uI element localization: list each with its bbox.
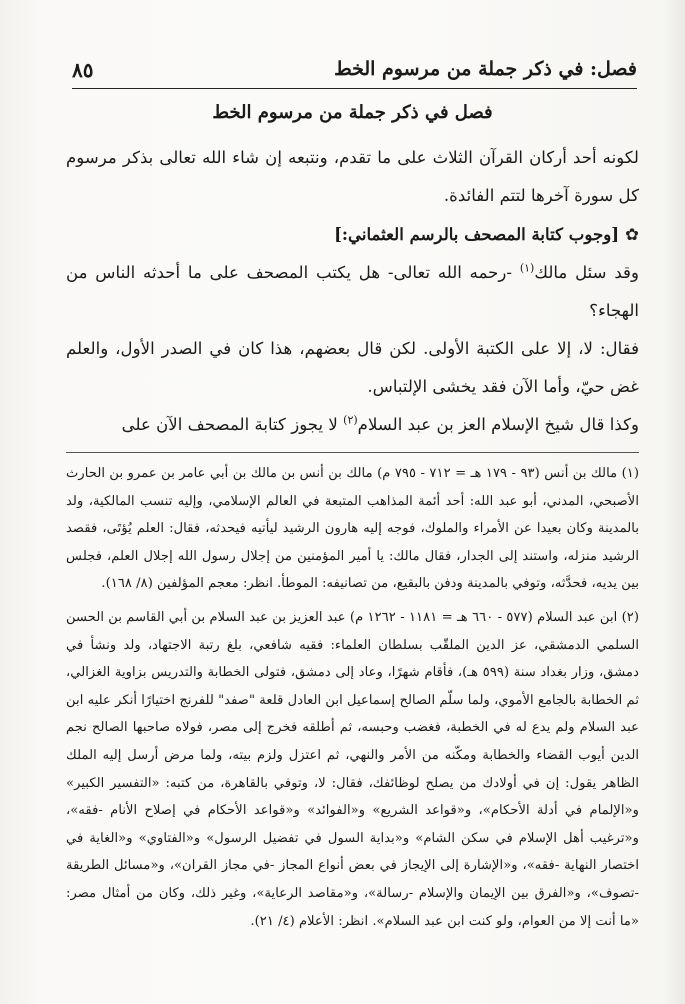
main-text	[66, 102, 639, 444]
footnote-separator	[66, 452, 639, 453]
footnotes	[66, 460, 639, 941]
flower-ornament-icon: ✿	[625, 225, 639, 244]
footnote-1: (١) مالك بن أنس (٩٣ - ١٧٩ هـ = ٧١٢ - ٧٩٥ م) مالك بن أنس بن مالك بن أبي عامر بن عمرو بن الحارث الأصبحي، المدني، أبو عبد الله: أحد أئمة المذاهب المتبعة في العالم الإسلامي، وإليه تنسب المالكية، ولد بالمدينة وكان بعيدا عن الأمراء والملوك، فوجه إليه هارون الرشيد ليأتيه فيحدثه، فقال: العلم يُؤتَى، فقصد الرشيد منزله، واستند إلى الجدار، فقال مالك: يا أمير المؤمنين من إجلال رسول الله إجلال العلم، فجلس بين يديه، فحدَّثه، وتوفي بالمدينة ودفن بالبقيع، من تصانيفه: الموطأ. انظر: معجم المؤلفين (٨/ ١٦٨).	[66, 466, 639, 592]
page-number: ٨٥	[72, 58, 94, 82]
page-gutter-shadow	[663, 0, 685, 1004]
paragraph-malik-question	[66, 254, 639, 330]
footnote-2: (٢) ابن عبد السلام (٥٧٧ - ٦٦٠ هـ = ١١٨١ - ١٢٦٢ م) عبد العزيز بن عبد السلام بن أبي القاسم بن الحسن السلمي الدمشقي، عز الدين الملقّب بسلطان العلماء: فقيه شافعي، بلغ رتبة الاجتهاد، ولد ونشأ في دمشق، وزار بغداد سنة (٥٩٩ هـ)، فأقام شهرًا، وعاد إلى دمشق، فتولى الخطابة والتدريس بزاوية الغزالي، ثم الخطابة بالجامع الأموي، ولما سلّم الصالح إسماعيل ابن العادل قلعة "صفد" للفرنج اختيارًا أنكر عليه ابن عبد السلام ولم يدع له في الخطبة، فغضب وحبسه، ثم أطلقه فخرج إلى مصر، فولاه صاحبها الصالح نجم الدين أيوب القضاء والخطابة ومكّنه من الأمر والنهي، ثم اعتزل ولزم بيته، ولما مرض أرسل إليه الملك الظاهر يقول: إن في أولادك من يصلح لوظائفك، فقال: لا، وتوفي بالقاهرة، من كتبه: «التفسير الكبير» و«الإلمام في أدلة الأحكام»، و«قواعد الشريع» و«الفوائد» و«قواعد الأحكام في إصلاح الأنام -فقه»، و«ترغيب أهل الإسلام في سكن الشام» و«بداية السول في تفضيل الرسول» و«الفتاوي» و«الغاية في اختصار النهاية -فقه»، و«الإشارة إلى الإيجاز في بعض أنواع المجاز -في مجاز القران»، و«مسائل الطريقة -تصوف»، و«الفرق بين الإيمان والإسلام -رسالة»، و«مقاصد الرعاية»، وغير ذلك، وكان من أمثال مصر: «ما أنت إلا من العوام، ولو كنت ابن عبد السلام». انظر: الأعلام (٤/ ٢١).	[66, 609, 640, 929]
paragraph-text: -رحمه الله تعالى- هل يكتب المصحف على ما أحدثه الناس من الهجاء؟	[66, 263, 639, 320]
header-rule	[72, 88, 637, 89]
footnote-reference-1[interactable]: (١)	[519, 261, 535, 275]
intro-paragraph: لكونه أحد أركان القرآن الثلاث على ما تقدم، ونتبعه إن شاء الله تعالى بذكر مرسوم كل سورة آخرها لتتم الفائدة.	[66, 148, 639, 205]
paragraph-malik-answer: فقال: لا، إلا على الكتبة الأولى. لكن قال بعضهم، هذا كان في الصدر الأول، والعلم غض حيّ، وأما الآن فقد يخشى الإلتباس.	[66, 339, 639, 396]
paragraph-izz-quote	[66, 406, 639, 444]
paragraph-text: وكذا قال شيخ الإسلام العز بن عبد السلام	[357, 415, 639, 434]
subheading	[66, 215, 639, 254]
page-header	[72, 58, 637, 88]
paragraph-text: وقد سئل مالك	[534, 263, 639, 282]
running-title: فصل: في ذكر جملة من مرسوم الخط	[334, 58, 637, 80]
footnote-reference-2[interactable]: (٢)	[343, 413, 358, 427]
subheading-text: [وجوب كتابة المصحف بالرسم العثماني:]	[334, 224, 620, 244]
section-title: فصل في ذكر جملة من مرسوم الخط	[212, 102, 493, 123]
paragraph-text: لا يجوز كتابة المصحف الآن على	[121, 415, 344, 434]
